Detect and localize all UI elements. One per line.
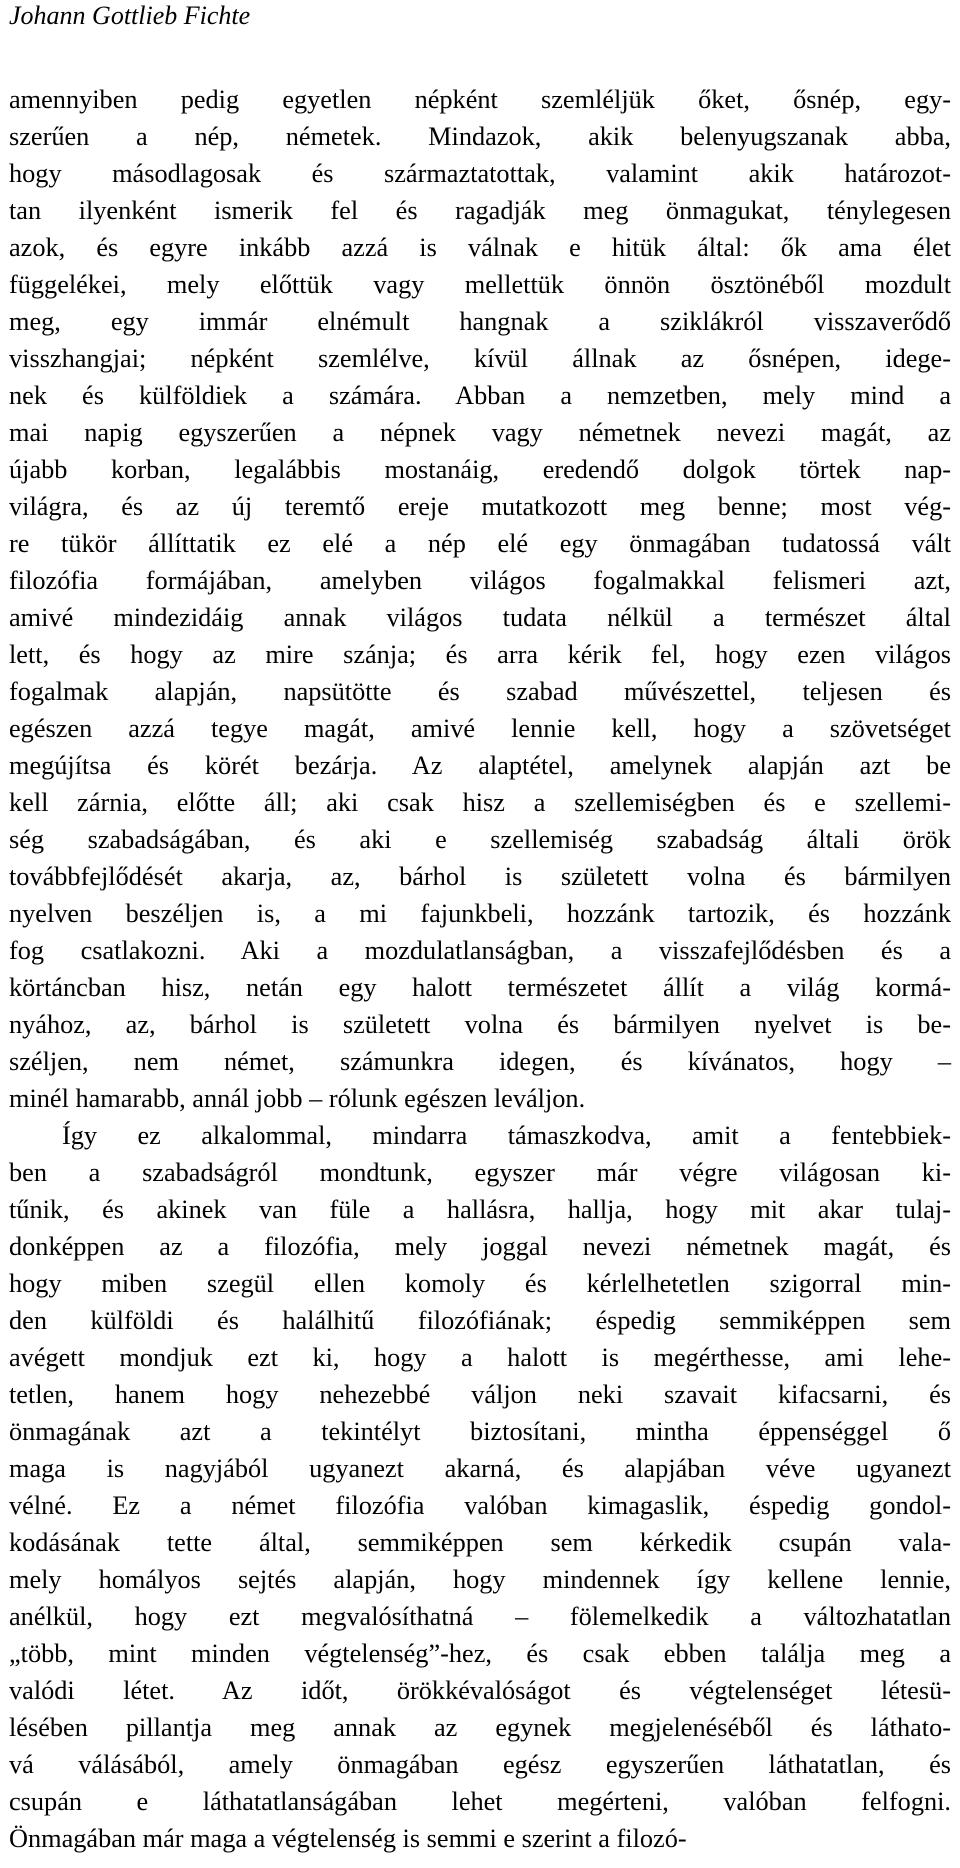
text-line: donképpen az a filozófia, mely joggal nevezi németnek magát, és [9,1232,951,1261]
text-line: maga is nagyjából ugyanezt akarná, és alapjában véve ugyanezt [9,1454,951,1483]
text-line: tűnik, és akinek van füle a hallásra, hallja, hogy mit akar tulaj- [9,1195,951,1224]
text-line: nyához, az, bárhol is született volna és bármilyen nyelvet is be- [9,1010,951,1039]
text-line: fogalmak alapján, napsütötte és szabad művészettel, teljesen és [9,677,951,706]
text-line: nyelven beszéljen is, a mi fajunkbeli, hozzánk tartozik, és hozzánk [9,899,951,928]
text-line: körtáncban hisz, netán egy halott természetet állít a világ kormá- [9,973,951,1002]
text-line: önmagának azt a tekintélyt biztosítani, mintha éppenséggel ő [9,1417,951,1446]
text-line: meg, egy immár elnémult hangnak a sziklákról visszaverődő [9,307,951,336]
text-line: megújítsa és körét bezárja. Az alaptétel, amelynek alapján azt be [9,751,951,780]
text-line: mai napig egyszerűen a népnek vagy németnek nevezi magát, az [9,418,951,447]
text-line: anélkül, hogy ezt megvalósíthatná – fölemelkedik a változhatatlan [9,1602,951,1631]
text-line: széljen, nem német, számunkra idegen, és kívánatos, hogy – [9,1047,951,1076]
text-line: „több, mint minden végtelenség”-hez, és csak ebben találja meg a [9,1639,951,1668]
text-line: visszhangjai; népként szemlélve, kívül állnak az ősnépen, idege- [9,344,951,373]
text-line: továbbfejlődését akarja, az, bárhol is született volna és bármilyen [9,862,951,891]
text-line: Így ez alkalommal, mindarra támaszkodva, amit a fentebbiek- [62,1121,951,1150]
text-line: Önmagában már maga a végtelenség is semmi e szerint a filozó- [9,1824,687,1853]
text-line: minél hamarabb, annál jobb – rólunk egészen leváljon. [9,1084,586,1113]
text-line: filozófia formájában, amelyben világos fogalmakkal felismeri azt, [9,566,951,595]
text-line: amennyiben pedig egyetlen népként szemléljük őket, ősnép, egy- [9,85,951,114]
text-line: ség szabadságában, és aki e szellemiség szabadság általi örök [9,825,951,854]
text-line: újabb korban, legalábbis mostanáig, eredendő dolgok törtek nap- [9,455,951,484]
text-line: fog csatlakozni. Aki a mozdulatlanságban, a visszafejlődésben és a [9,936,951,965]
text-line: valódi létet. Az időt, örökkévalóságot és végtelenséget létesü- [9,1676,951,1705]
text-line: vá válásából, amely önmagában egész egyszerűen láthatatlan, és [9,1750,951,1779]
text-line: vélné. Ez a német filozófia valóban kimagaslik, éspedig gondol- [9,1491,951,1520]
text-line: csupán e láthatatlanságában lehet megérteni, valóban felfogni. [9,1787,951,1816]
text-line: világra, és az új teremtő ereje mutatkozott meg benne; most vég- [9,492,951,521]
text-line: amivé mindezidáig annak világos tudata nélkül a természet által [9,603,951,632]
text-line: re tükör állíttatik ez elé a nép elé egy önmagában tudatossá vált [9,529,951,558]
text-line: den külföldi és halálhitű filozófiának; éspedig semmiképpen sem [9,1306,951,1335]
text-line: tan ilyenként ismerik fel és ragadják meg önmagukat, ténylegesen [9,196,951,225]
text-line: azok, és egyre inkább azzá is válnak e hitük által: ők ama élet [9,233,951,262]
text-line: függelékei, mely előttük vagy mellettük önnön ösztönéből mozdult [9,270,951,299]
running-header-author: Johann Gottlieb Fichte [9,1,251,30]
text-line: nek és külföldiek a számára. Abban a nemzetben, mely mind a [9,381,951,410]
text-line: mely homályos sejtés alapján, hogy mindennek így kellene lennie, [9,1565,951,1594]
text-line: kell zárnia, előtte áll; aki csak hisz a szellemiségben és e szellemi- [9,788,951,817]
text-line: ben a szabadságról mondtunk, egyszer már végre világosan ki- [9,1158,951,1187]
text-line: szerűen a nép, németek. Mindazok, akik belenyugszanak abba, [9,122,951,151]
text-line: egészen azzá tegye magát, amivé lennie kell, hogy a szövetséget [9,714,951,743]
text-line: lésében pillantja meg annak az egynek megjelenéséből és láthato- [9,1713,951,1742]
text-line: lett, és hogy az mire szánja; és arra kérik fel, hogy ezen világos [9,640,951,669]
text-line: kodásának tette által, semmiképpen sem kérkedik csupán vala- [9,1528,951,1557]
text-line: tetlen, hanem hogy nehezebbé váljon neki szavait kifacsarni, és [9,1380,951,1409]
text-line: hogy másodlagosak és származtatottak, valamint akik határozot- [9,159,951,188]
text-line: avégett mondjuk ezt ki, hogy a halott is megérthesse, ami lehe- [9,1343,951,1372]
text-line: hogy miben szegül ellen komoly és kérlelhetetlen szigorral min- [9,1269,951,1298]
